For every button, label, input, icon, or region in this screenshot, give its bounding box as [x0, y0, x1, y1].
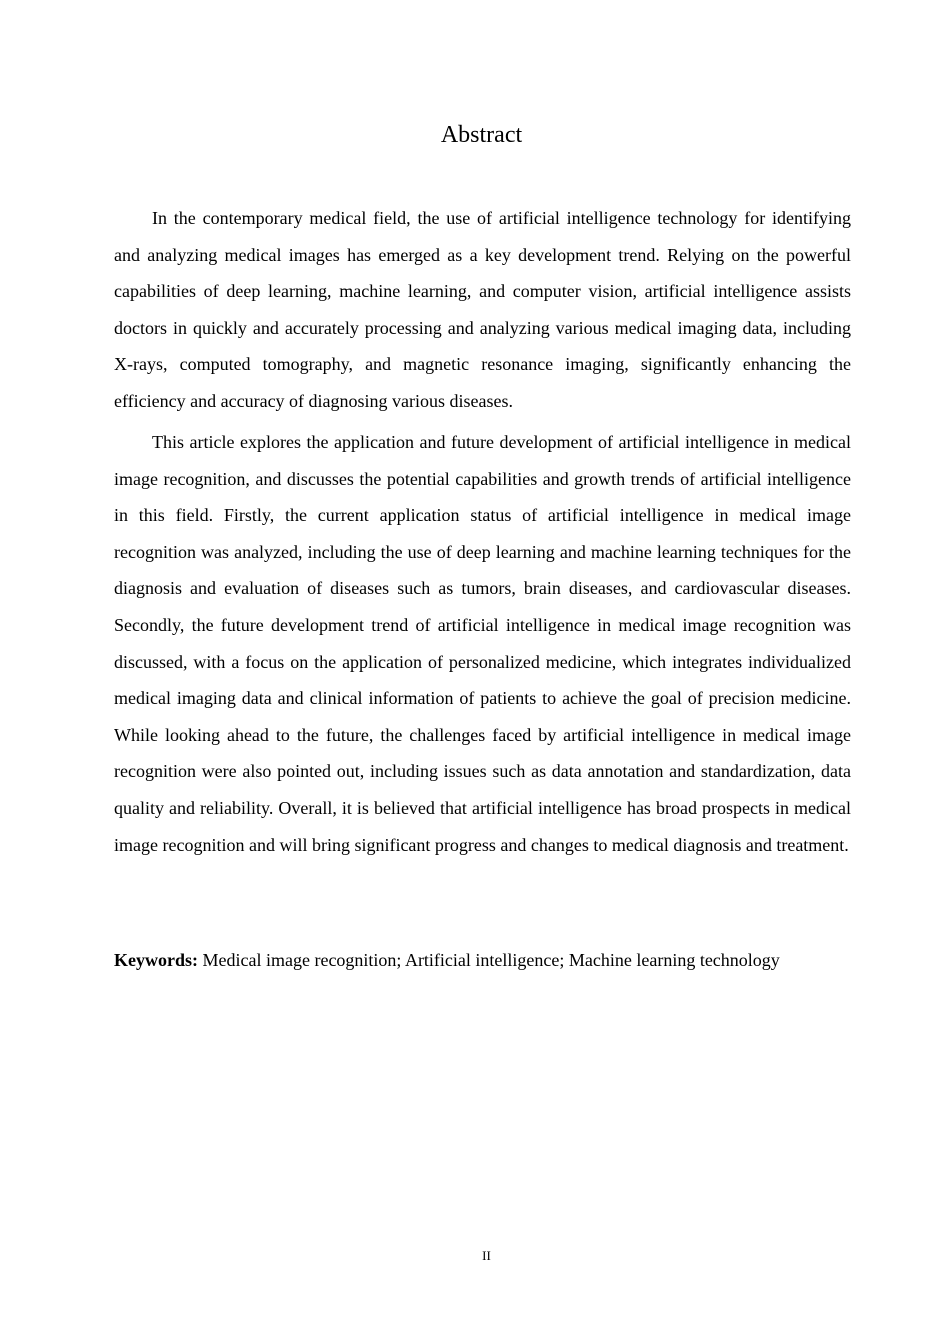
keywords-text: Medical image recognition; Artificial intelligence; Machine learning technology [198, 950, 780, 970]
page-title: Abstract [440, 122, 523, 148]
keywords-line [114, 950, 780, 971]
abstract-paragraph-1: In the contemporary medical field, the use of artificial intelligence technology for identifying and analyzing medical images has emerged as a key development trend. Relying on the powerful capabilities of deep learning, machine learning, and computer vision, artificial intelligence assists doctors in quickly and accurately processing and analyzing various medical imaging data, including X-rays, computed tomography, and magnetic resonance imaging, significantly enhancing the efficiency and accuracy of diagnosing various diseases. [114, 208, 851, 411]
abstract-paragraph-2: This article explores the application and future development of artificial intelligence in medical image recognition, and discusses the potential capabilities and growth trends of artificial intelligence in this field. Firstly, the current application status of artificial intelligence in medical image recognition was analyzed, including the use of deep learning and machine learning techniques for the diagnosis and evaluation of diseases such as tumors, brain diseases, and cardiovascular diseases. Secondly, the future development trend of artificial intelligence in medical image recognition was discussed, with a focus on the application of personalized medicine, which integrates individualized medical imaging data and clinical information of patients to achieve the goal of precision medicine. While looking ahead to the future, the challenges faced by artificial intelligence in medical image recognition were also pointed out, including issues such as data annotation and standardization, data quality and reliability. Overall, it is believed that artificial intelligence has broad prospects in medical image recognition and will bring significant progress and changes to medical diagnosis and treatment. [114, 432, 851, 855]
page-number: II [482, 1248, 491, 1263]
keywords-label: Keywords: [114, 950, 198, 970]
